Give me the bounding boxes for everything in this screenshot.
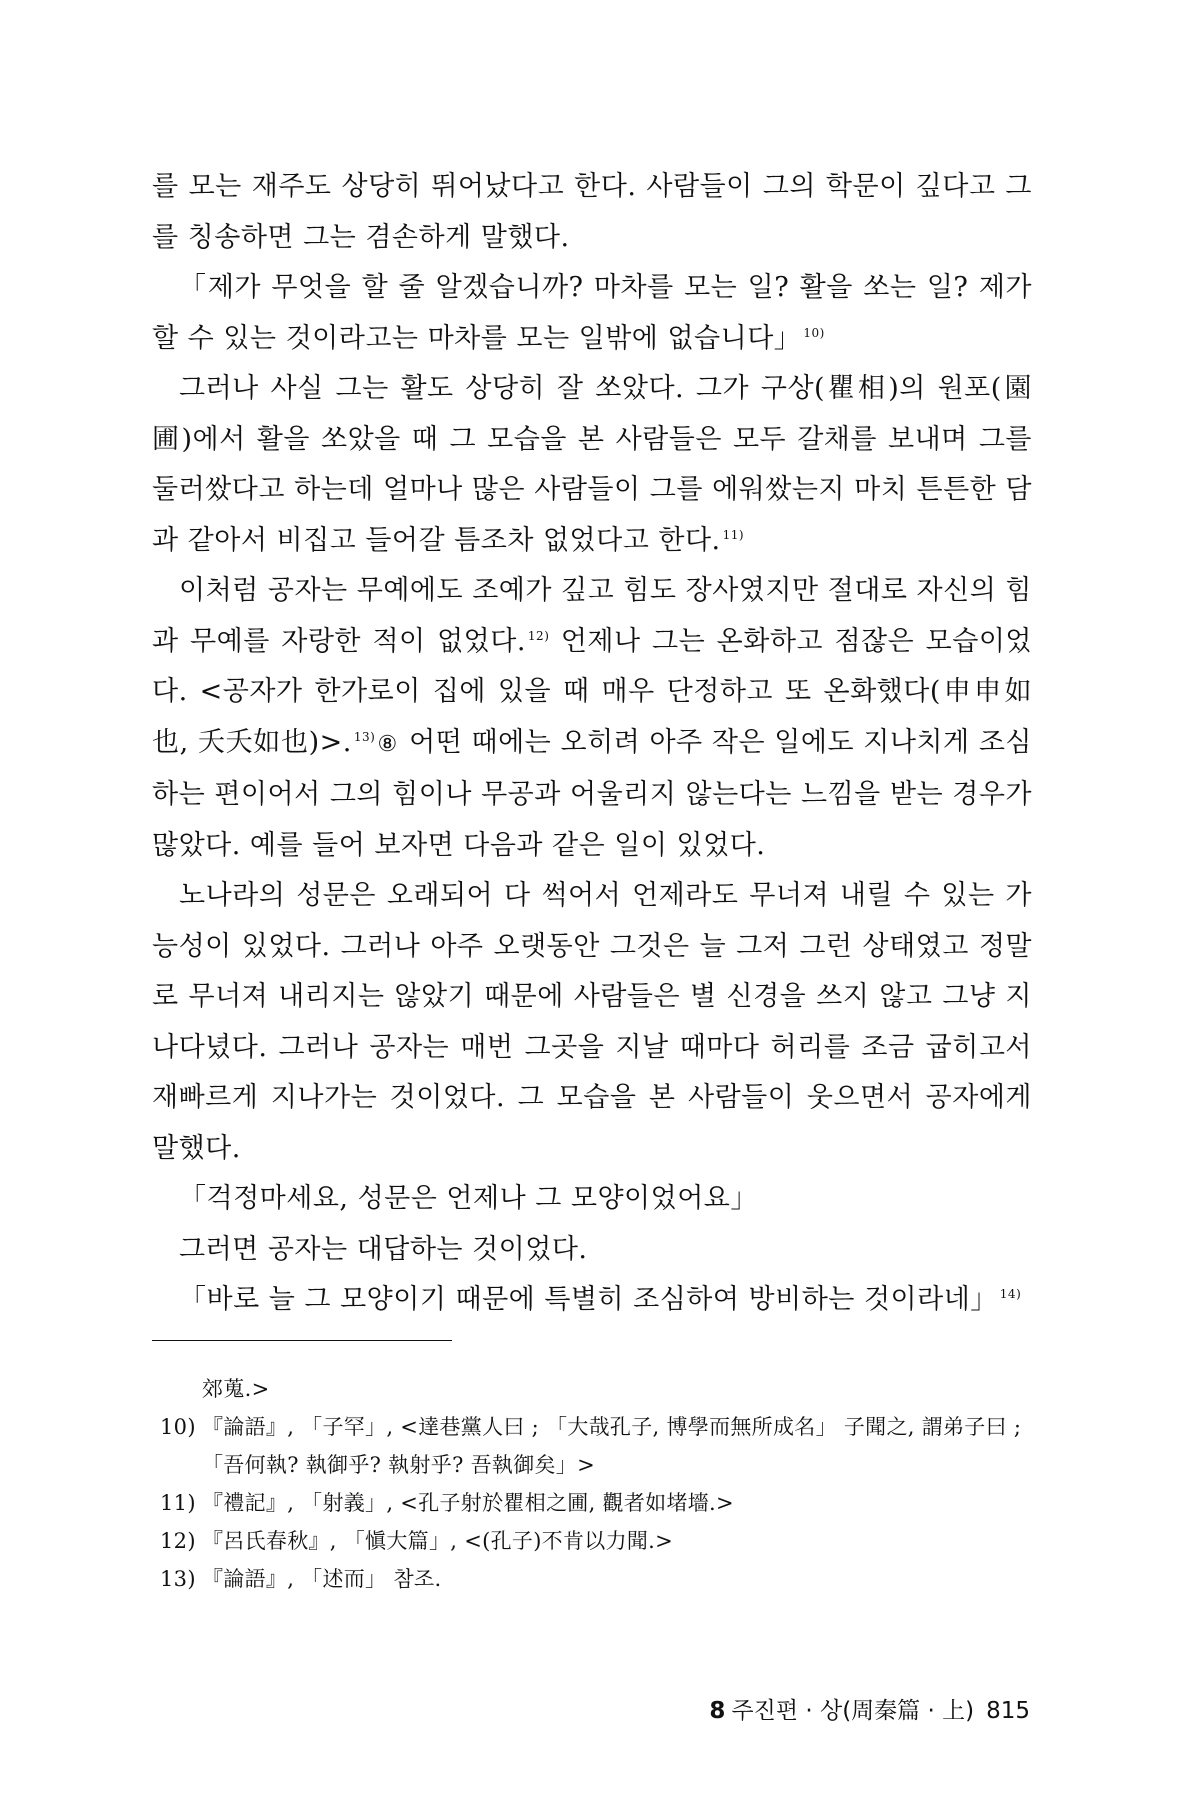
paragraph-4-text-c: 어떤 때에는 오히려 아주 작은 일에도 지나치게 조심하는 편이어서 그의 힘이나 무공과 어울리지 않는다는 느낌을 받는 경우가 많았다. 예를 들어 보자면 다음과 같은 일이 있었다. [152, 726, 1032, 861]
paragraph-1 [152, 162, 1032, 263]
paragraph-3 [152, 364, 1032, 566]
paragraph-4 [152, 566, 1032, 871]
footnote-11 [160, 1484, 1040, 1522]
main-text [152, 162, 1032, 1326]
footnote-text: 『論語』, 「述而」 참조. [202, 1567, 442, 1591]
footnote-ref-13[interactable]: 13) [353, 729, 376, 744]
running-footer [709, 1692, 1030, 1725]
paragraph-5-text: 노나라의 성문은 오래되어 다 썩어서 언제라도 무너져 내릴 수 있는 가능성이 있었다. 그러나 아주 오랫동안 그것은 늘 그저 그런 상태였고 정말로 무너져 내리지는 않았기 때문에 사람들은 별 신경을 쓰지 않고 그냥 지나다녔다. 그러나 공자는 매번 그곳을 지날 때마다 허리를 조금 굽히고서 재빠르게 지나가는 것이었다. 그 모습을 본 사람들이 웃으면서 공자에게 말했다. [152, 880, 1032, 1164]
paragraph-2-text: 「제가 무엇을 할 줄 알겠습니까? 마차를 모는 일? 활을 쏘는 일? 제가 할 수 있는 것이라고는 마차를 모는 일밖에 없습니다」 [152, 272, 1032, 354]
footnote-text: 『呂氏春秋』, 「愼大篇」, <(孔子)不肯以力聞.> [202, 1529, 674, 1553]
paragraph-5 [152, 871, 1032, 1174]
paragraph-7 [152, 1225, 1032, 1276]
footnote-ref-10[interactable]: 10) [803, 325, 825, 340]
circled-marker: ⑧ [377, 731, 398, 757]
paragraph-3-text: 그러나 사실 그는 활도 상당히 잘 쏘았다. 그가 구상(瞿相)의 원포(園圃)에서 활을 쏘았을 때 그 모습을 본 사람들은 모두 갈채를 보내며 그를 둘러쌌다고 하는데 얼마나 많은 사람들이 그를 에워쌌는지 마치 튼튼한 담과 같아서 비집고 들어갈 틈조차 없었다고 한다. [152, 373, 1032, 556]
footnote-number: 13) [160, 1567, 196, 1591]
paragraph-6 [152, 1174, 1032, 1225]
footnote-ref-11[interactable]: 11) [722, 527, 745, 542]
paragraph-4-text-b: 언제나 그는 온화하고 점잖은 모습이었다. <공자가 한가로이 집에 있을 때 매우 단정하고 또 온화했다(申申如也, 夭夭如也)>. [152, 625, 1032, 758]
paragraph-6-text: 「걱정마세요, 성문은 언제나 그 모양이었어요」 [179, 1183, 758, 1214]
footnotes [160, 1370, 1040, 1598]
footnote-number: 10) [160, 1415, 196, 1439]
paragraph-2 [152, 263, 1032, 364]
footnote-divider [152, 1340, 452, 1341]
paragraph-7-text: 그러면 공자는 대답하는 것이었다. [179, 1233, 588, 1265]
footnote-text: 『論語』, 「子罕」, <達巷黨人曰 ; 「大哉孔子, 博學而無所成名」 子聞之, 謂弟子曰 ; 「吾何執? 執御乎? 執射乎? 吾執御矣」> [202, 1415, 1022, 1477]
paragraph-4-text-a: 이처럼 공자는 무예에도 조예가 깊고 힘도 장사였지만 절대로 자신의 힘과 무예를 자랑한 적이 없었다. [152, 575, 1032, 657]
paragraph-8 [152, 1275, 1032, 1326]
footnote-text: 『禮記』, 「射義」, <孔子射於瞿相之圃, 觀者如堵墻.> [202, 1491, 734, 1515]
footnote-10 [160, 1408, 1040, 1484]
chapter-number: 8 [709, 1698, 726, 1724]
footnote-ref-12[interactable]: 12) [527, 628, 550, 643]
page-number: 815 [986, 1698, 1030, 1724]
footnote-continued: 郊蒐.> [202, 1377, 270, 1401]
footnote-number: 11) [160, 1491, 196, 1515]
paragraph-1-text: 를 모는 재주도 상당히 뛰어났다고 한다. 사람들이 그의 학문이 깊다고 그를 칭송하면 그는 겸손하게 말했다. [152, 171, 1032, 253]
chapter-title: 주진편 · 상(周秦篇 · 上) [731, 1698, 975, 1724]
footnote-number: 12) [160, 1529, 196, 1553]
footnote-12 [160, 1522, 1040, 1560]
paragraph-8-text: 「바로 늘 그 모양이기 때문에 특별히 조심하여 방비하는 것이라네」 [179, 1284, 998, 1315]
footnote-13 [160, 1560, 1040, 1598]
footnote-ref-14[interactable]: 14) [999, 1287, 1022, 1301]
